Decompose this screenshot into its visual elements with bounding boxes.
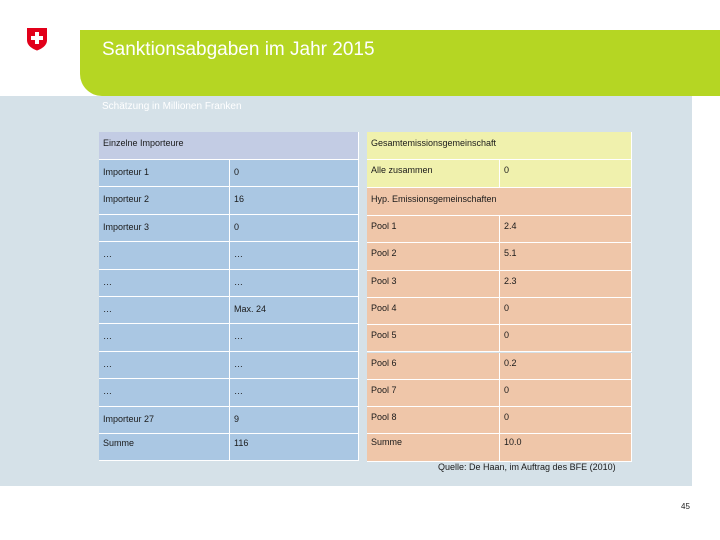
importer-row-name: … (99, 242, 230, 269)
importer-row-value: 9 (230, 407, 359, 434)
importer-row-name: … (99, 297, 230, 324)
importer-row-value: … (230, 242, 359, 269)
importer-row-value: … (230, 352, 359, 379)
pool-row-name: Pool 4 (367, 298, 500, 325)
slide-title: Sanktionsabgaben im Jahr 2015 (102, 39, 375, 60)
importer-row-value: Max. 24 (230, 297, 359, 324)
importer-row-value: … (230, 379, 359, 406)
pool-row-name: Summe (367, 434, 500, 461)
right-table-header: Gesamtemissionsgemeinschaft (367, 132, 632, 160)
pool-row-value: 5.1 (500, 243, 632, 270)
pool-row-value: 0 (500, 407, 632, 434)
page-number: 45 (681, 502, 690, 511)
pool-row-value: 0 (500, 298, 632, 325)
pool-row-value: 0 (500, 325, 632, 352)
pool-row-name: Pool 2 (367, 243, 500, 270)
left-table-header: Einzelne Importeure (99, 132, 359, 160)
importer-row-name: Importeur 27 (99, 407, 230, 434)
importer-row-name: … (99, 379, 230, 406)
pool-row-name: Pool 5 (367, 325, 500, 352)
importer-row-value: 16 (230, 187, 359, 214)
importer-row-value: … (230, 324, 359, 351)
importer-row-value: 116 (230, 434, 359, 461)
all-together-value: 0 (500, 160, 632, 188)
title-banner (80, 30, 720, 96)
importer-row-value: 0 (230, 160, 359, 187)
pool-row-name: Pool 7 (367, 380, 500, 407)
pool-row-name: Pool 1 (367, 216, 500, 243)
importer-row-name: Importeur 3 (99, 215, 230, 242)
pool-row-value: 10.0 (500, 434, 632, 461)
all-together-label: Alle zusammen (367, 160, 500, 188)
hyp-groups-header: Hyp. Emissionsgemeinschaften (367, 188, 632, 216)
importer-row-value: … (230, 270, 359, 297)
importer-row-name: Importeur 2 (99, 187, 230, 214)
pool-row-value: 2.4 (500, 216, 632, 243)
importer-row-name: Importeur 1 (99, 160, 230, 187)
importer-row-name: … (99, 352, 230, 379)
pool-row-value: 2.3 (500, 271, 632, 298)
pool-row-value: 0 (500, 380, 632, 407)
pool-row-value: 0.2 (500, 353, 632, 380)
importer-row-value: 0 (230, 215, 359, 242)
pool-row-name: Pool 6 (367, 353, 500, 380)
source-note: Quelle: De Haan, im Auftrag des BFE (2010) (438, 462, 616, 472)
swiss-cross-logo-icon (26, 27, 48, 51)
pool-row-name: Pool 3 (367, 271, 500, 298)
importer-row-name: Summe (99, 434, 230, 461)
importer-row-name: … (99, 270, 230, 297)
slide-subtitle: Schätzung in Millionen Franken (102, 101, 242, 112)
importer-row-name: … (99, 324, 230, 351)
pool-row-name: Pool 8 (367, 407, 500, 434)
